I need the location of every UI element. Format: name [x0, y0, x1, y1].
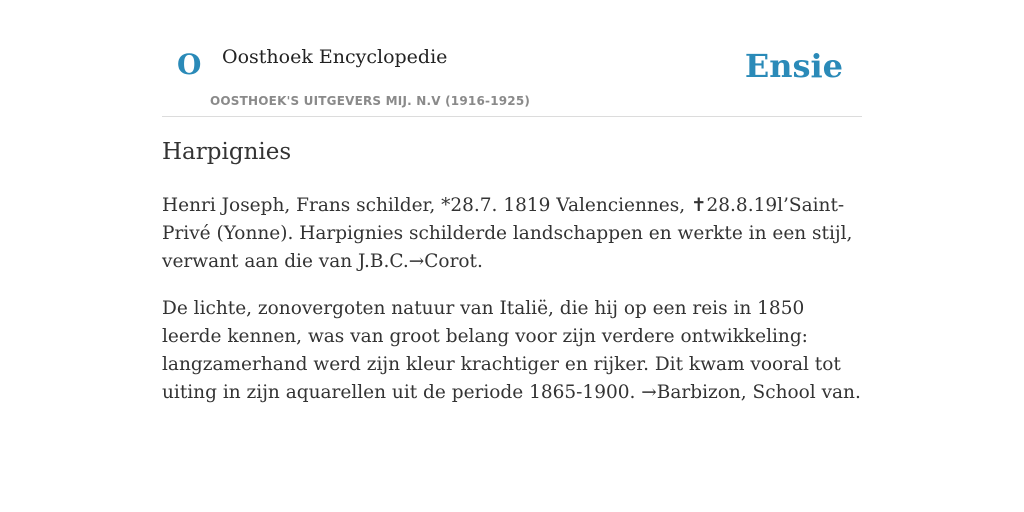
page: [162, 0, 862, 512]
entry-paragraph-1: Henri Joseph, Frans schilder, *28.7. 1819 Valenciennes, ✝28.8.19l’Saint-Privé (Yonne). Harpignies schilderde landschappen en werkte in een stijl, verwant aan die van J.B.C.→Corot.: [162, 195, 853, 272]
logo-mark[interactable]: O: [177, 48, 202, 81]
brand-logo[interactable]: Ensie: [744, 47, 843, 85]
entry-paragraph-2: De lichte, zonovergoten natuur van Italië, die hij op een reis in 1850 leerde kennen, was van groot belang voor zijn verdere ontwikkeling: langzamerhand werd zijn kleur krachtiger en rijker. Dit kwam vooral tot uiting in zijn aquarellen uit de periode 1865-1900. →Barbizon, School van.: [162, 298, 861, 403]
site-header: [162, 0, 862, 117]
site-title[interactable]: Oosthoek Encyclopedie: [222, 46, 448, 68]
entry-title: Harpignies: [162, 139, 292, 165]
site-subtitle: OOSTHOEK'S UITGEVERS MIJ. N.V (1916-1925): [210, 94, 531, 108]
